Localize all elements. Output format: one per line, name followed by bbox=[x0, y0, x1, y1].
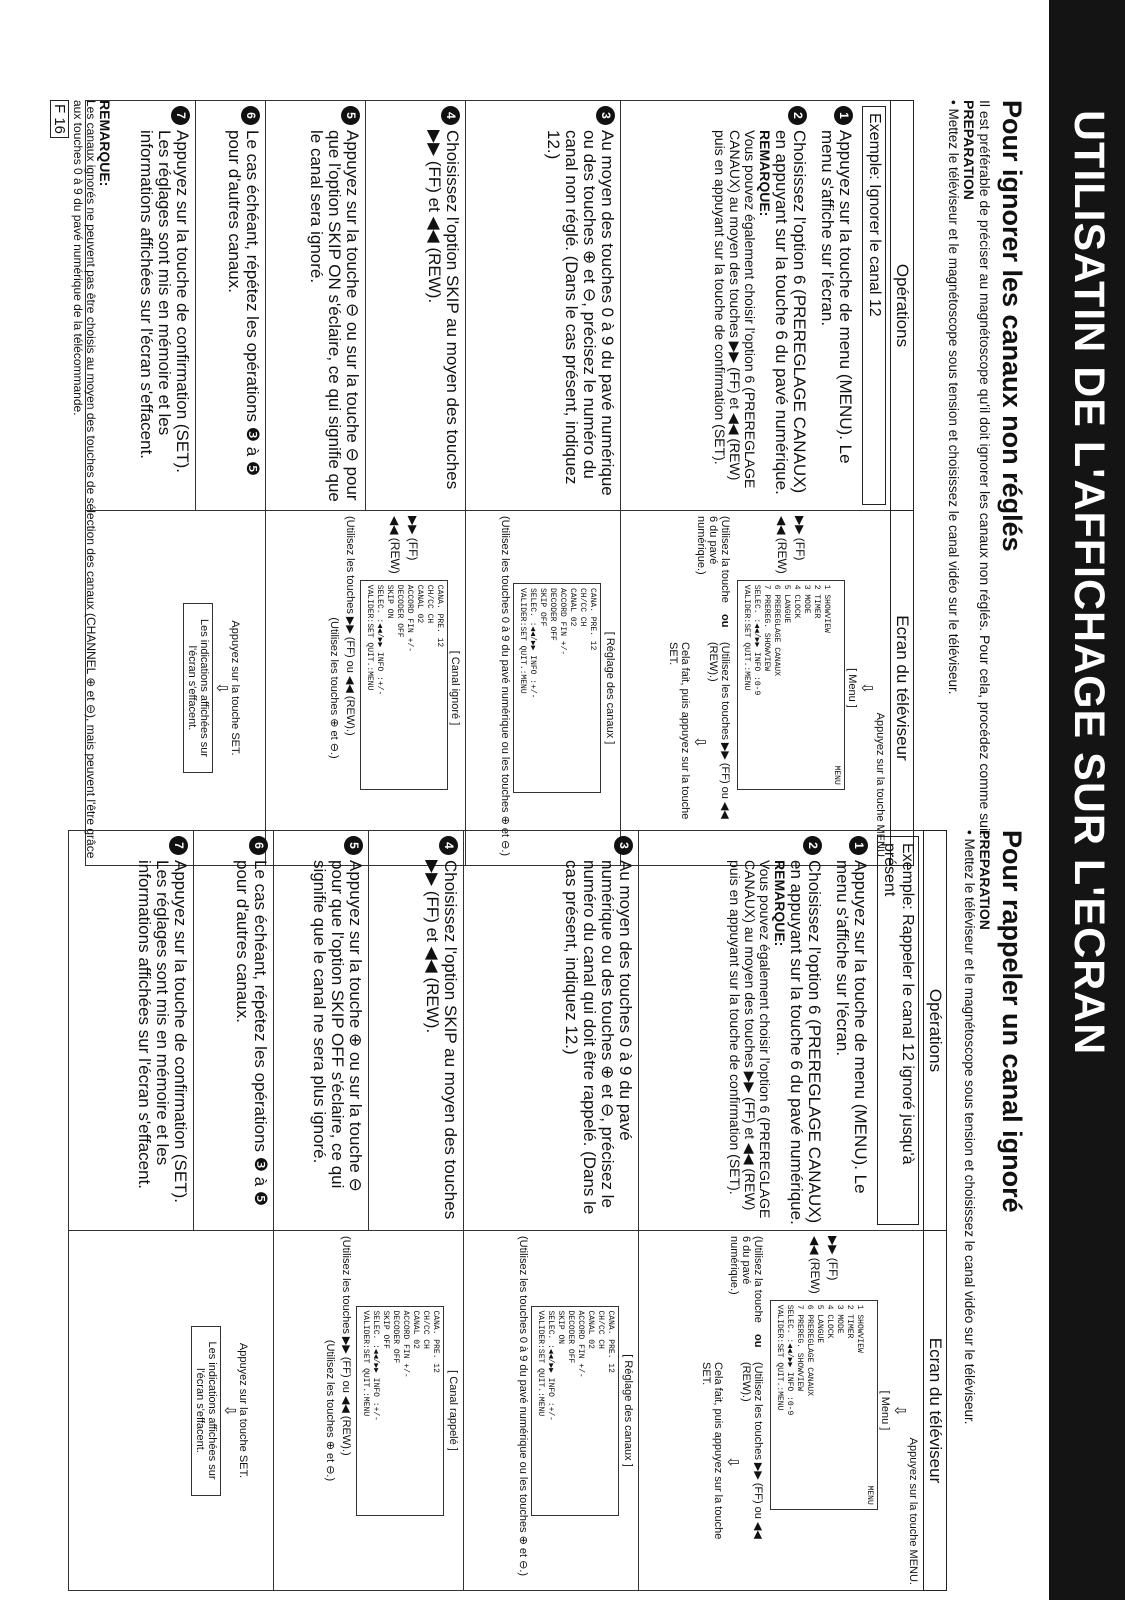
intro-text: Il est préférable de préciser au magnétoscope qu'il doit ignorer les canaux non réglés. Pour cela, procédez comme suit. bbox=[977, 100, 993, 839]
page-number: F 16 bbox=[50, 100, 69, 138]
arrow-down-icon: ⇩ bbox=[858, 681, 875, 695]
tv-screen-reglage: [ Réglage des canaux ] CANA. PRE. 12 CH/CC CH CANAL 02 ACCORD FIN +/- DECODER OFF SKIP OFF SELEC. :◀◀/▶▶ INFO :+/- VALIDER:SET QUIT.:MENU (Utilisez les touches 0 à 9 du pavé numérique ou les touches ⊕ et ⊖.) bbox=[499, 516, 616, 857]
step-6: 6 Le cas échéant, répétez les opérations ❸ à ❺ pour d'autres canaux. bbox=[233, 836, 269, 1225]
arrow-down-icon: ⇩ bbox=[213, 681, 230, 695]
tv-screen-reglage: [ Réglage des canaux ] CANA. PRE. 12 CH/CC CH CANAL 02 ACCORD FIN +/- DECODER OFF SKIP ON SELEC. :◀◀/▶▶ INFO :+/- VALIDER:SET QUIT.:MENU (Utilisez les touches 0 à 9 du pavé numérique ou les touches ⊕ et ⊖.) bbox=[517, 1236, 634, 1577]
section-ignore-channels bbox=[27, 100, 1027, 870]
step-5: 5 Appuyez sur la touche ⊕ ou sur la touche ⊖ pour que l'option SKIP OFF s'éclaire, ce qui signifie que le canal ne sera plus ignoré. bbox=[310, 836, 364, 1225]
osd-menu: MENU 1 SHOWVIEW 2 TIMER 3 MODE 4 CLOCK 5 LANGUE 6 PREREGLAGE CANAUX 7 PREREG. SHOWVIEW SELEC. :◀◀/▶▶ INFO :0-9 VALIDER:SET QUIT.:MENU bbox=[737, 580, 845, 790]
tv-screen-menu: Appuyez sur la touche MENU. ⇩ [ Menu ] ▶▶ (FF) ◀◀ (REW) MENU 1 SHOWVIEW 2 TIMER 3 MODE 4 CLOCK 5 LANGUE 6 PREREGLAGE CANAUX 7 PREREG. SHOWVIEW SELEC. :◀◀/▶▶ INFO :0-9 VALIDER:SET QUIT.:MENU (Utilisez la touche 6 du pavé numérique.) ou (Utilisez les touches ▶▶ (FF) ou ◀◀ (REW).) ⇩ Cela fait, puis appuyez sur la touche SET. bbox=[700, 1236, 919, 1585]
step-2: 2 Choisissez l'option 6 (PREREGLAGE CANAUX) en appuyant sur la touche 6 du pavé numérique. REMARQUE: Vous pouvez également choisir l'option 6 (PREREGLAGE CANAUX) au moyen des touches ▶▶ (FF) et ◀◀ (REW) puis en appuyant sur la touche de confirmation (SET). bbox=[727, 836, 823, 1225]
operations-table bbox=[85, 100, 914, 866]
step-number-icon: 1 bbox=[834, 106, 853, 125]
operations-table bbox=[68, 830, 947, 1591]
step-number-icon: 4 bbox=[439, 836, 458, 855]
erase-message-box: Les indications affichées sur l'écran s'effacent. bbox=[183, 603, 213, 773]
step-number-icon: 3 bbox=[614, 836, 633, 855]
osd-ignore: CANA. PRE. 12 CH/CC CH CANAL 02 ACCORD FIN +/- DECODER OFF SKIP ON SELEC. :◀◀/▶▶ INFO :+/- VALIDER:SET QUIT.:MENU bbox=[360, 580, 448, 790]
erase-message-box: Les indications affichées sur l'écran s'effacent. bbox=[191, 1326, 221, 1496]
tv-screen-menu: Appuyez sur la touche MENU. ⇩ [ Menu ] ▶▶ (FF) ◀◀ (REW) MENU 1 SHOWVIEW 2 TIMER 3 MODE 4 CLOCK 5 LANGUE 6 PREREGLAGE CANAUX 7 PREREG. SHOWVIEW SELEC. :◀◀/▶▶ INFO :0-9 VALIDER:SET QUIT.:MENU (Utilisez la touche 6 du pavé numérique.) ou (Utilisez les touches ▶▶ (FF) ou ◀◀ (REW).) ⇩ Cela fait, puis appuyez sur la touche SET. bbox=[667, 516, 886, 860]
step-3: 3 Au moyen des touches 0 à 9 du pavé numérique ou des touches ⊕ et ⊖, précisez le numéro du canal non réglé. (Dans le cas présent, indiquez 12.) bbox=[544, 106, 616, 505]
tv-screen-rappel: [ Canal rappelé ] CANA. PRE. 12 CH/CC CH CANAL 02 ACCORD FIN +/- DECODER OFF SKIP OFF SELEC. :◀◀/▶▶ INFO :+/- VALIDER:SET QUIT.:MENU (Utilisez les touches ▶▶ (FF) ou ◀◀ (REW).) (Utilisez les touches ⊕ et ⊖.) bbox=[324, 1236, 459, 1585]
column-header-tv-screen: Ecran du téléviseur bbox=[891, 511, 914, 866]
arrow-down-icon: ⇩ bbox=[691, 735, 708, 749]
step-7: 7 Appuyez sur la touche de confirmation (SET). Les réglages sont mis en mémoire et les informations affichées sur l'écran s'effacent. bbox=[137, 106, 191, 505]
osd-rappel: CANA. PRE. 12 CH/CC CH CANAL 02 ACCORD FIN +/- DECODER OFF SKIP OFF SELEC. :◀◀/▶▶ INFO :+/- VALIDER:SET QUIT.:MENU bbox=[356, 1306, 444, 1516]
step-4: 4 Choisissez l'option SKIP au moyen des touches ▶▶ (FF) et ◀◀ (REW). bbox=[425, 106, 461, 505]
step-1: 1 Appuyez sur la touche de menu (MENU). Le menu s'affiche sur l'écran. bbox=[833, 836, 869, 1225]
step-number-icon: 4 bbox=[441, 106, 460, 125]
preparation-label: PREPARATION bbox=[977, 830, 993, 930]
remarque-note: REMARQUE: Les canaux ignorés ne peuvent pas être choisis au moyen des touches de sélection des canaux (CHANNEL ⊕ et ⊖), mais peuvent l'être grâce aux touches 0 à 9 du pavé numérique de la télécommande. bbox=[71, 100, 113, 859]
preparation-bullet: • Mettez le téléviseur et le magnétoscope sous tension et choisissez le canal vidéo sur le téléviseur. bbox=[946, 100, 961, 695]
banner-title: UTILISATIN DE L'AFFICHAGE SUR L'ECRAN bbox=[1065, 110, 1113, 1056]
step-3: 3 Au moyen des touches 0 à 9 du pavé numérique ou des touches ⊕ et ⊖, précisez le numéro du canal qui doit être rappelé. (Dans le cas présent, indiquez 12.) bbox=[562, 836, 634, 1225]
step-number-icon: 7 bbox=[171, 106, 190, 125]
step-number-icon: 2 bbox=[788, 106, 807, 125]
section-title: Pour rappeler un canal ignoré bbox=[997, 830, 1027, 1213]
arrow-down-icon: ⇩ bbox=[724, 1455, 741, 1469]
step-number-icon: 6 bbox=[241, 106, 260, 125]
page-banner bbox=[1049, 0, 1125, 1600]
preparation-bullet: • Mettez le téléviseur et le magnétoscope sous tension et choisissez le canal vidéo sur le téléviseur. bbox=[962, 830, 977, 1425]
step-6: 6 Le cas échéant, répétez les opérations ❸ à ❺ pour d'autres canaux. bbox=[225, 106, 261, 505]
step-2: 2 Choisissez l'option 6 (PREREGLAGE CANAUX) en appuyant sur la touche 6 du pavé numérique. REMARQUE: Vous pouvez également choisir l'option 6 (PREREGLAGE CANAUX) au moyen des touches ▶▶ (FF) et ◀◀ (REW) puis en appuyant sur la touche de confirmation (SET). bbox=[712, 106, 808, 505]
step-number-icon: 5 bbox=[341, 106, 360, 125]
tv-screen-ignore: [ Canal ignoré ] ▶▶ (FF) ◀◀ (REW) CANA. PRE. 12 CH/CC CH CANAL 02 ACCORD FIN +/- DECODER OFF SKIP ON SELEC. :◀◀/▶▶ INFO :+/- VALIDER:SET QUIT.:MENU (Utilisez les touches ▶▶ (FF) ou ◀◀ (REW).) (Utilisez les touches ⊕ et ⊖.) bbox=[328, 516, 461, 860]
section-recall-channel bbox=[27, 830, 1027, 1600]
column-header-tv-screen: Ecran du téléviseur bbox=[924, 1231, 947, 1591]
step-number-icon: 3 bbox=[596, 106, 615, 125]
tv-screen-set: Appuyez sur la touche SET. ⇩ Les indications affichées sur l'écran s'effacent. bbox=[191, 1236, 249, 1585]
column-header-operations: Opérations bbox=[891, 101, 914, 511]
arrow-down-icon: ⇩ bbox=[891, 1404, 908, 1417]
step-5: 5 Appuyez sur la touche ⊖ ou sur la touche ⊖ pour que l'option SKIP ON s'éclaire, ce qui signifie que le canal sera ignoré. bbox=[307, 106, 361, 505]
step-number-icon: 1 bbox=[849, 836, 868, 855]
tv-screen-set: Appuyez sur la touche SET. ⇩ Les indications affichées sur l'écran s'effacent. bbox=[183, 516, 241, 860]
step-number-icon: 2 bbox=[803, 836, 822, 855]
step-number-icon: 7 bbox=[169, 836, 188, 855]
osd-reglage: CANA. PRE. 12 CH/CC CH CANAL 02 ACCORD FIN +/- DECODER OFF SKIP OFF SELEC. :◀◀/▶▶ INFO :+/- VALIDER:SET QUIT.:MENU bbox=[513, 583, 601, 793]
preparation-label: PREPARATION bbox=[961, 100, 977, 200]
step-number-icon: 6 bbox=[249, 836, 268, 855]
step-1: 1 Appuyez sur la touche de menu (MENU). Le menu s'affiche sur l'écran. bbox=[818, 106, 854, 505]
step-4: 4 Choisissez l'option SKIP au moyen des touches ▶▶ (FF) et ◀◀ (REW). bbox=[423, 836, 459, 1225]
osd-reglage: CANA. PRE. 12 CH/CC CH CANAL 02 ACCORD FIN +/- DECODER OFF SKIP ON SELEC. :◀◀/▶▶ INFO :+/- VALIDER:SET QUIT.:MENU bbox=[531, 1306, 619, 1516]
section-title: Pour ignorer les canaux non réglés bbox=[997, 100, 1027, 552]
column-header-operations: Opérations bbox=[924, 831, 947, 1231]
step-7: 7 Appuyez sur la touche de confirmation (SET). Les réglages sont mis en mémoire et les informations affichées sur l'écran s'effacent. bbox=[135, 836, 189, 1225]
step-number-icon: 5 bbox=[344, 836, 363, 855]
osd-menu: MENU 1 SHOWVIEW 2 TIMER 3 MODE 4 CLOCK 5 LANGUE 6 PREREGLAGE CANAUX 7 PREREG. SHOWVIEW SELEC. :◀◀/▶▶ INFO :0-9 VALIDER:SET QUIT.:MENU bbox=[770, 1300, 878, 1510]
example-box: Exemple: Rappeler le canal 12 ignoré jusqu'à présent bbox=[877, 836, 919, 1225]
example-box: Exemple: Ignorer le canal 12 bbox=[862, 106, 886, 505]
arrow-down-icon: ⇩ bbox=[221, 1404, 238, 1417]
